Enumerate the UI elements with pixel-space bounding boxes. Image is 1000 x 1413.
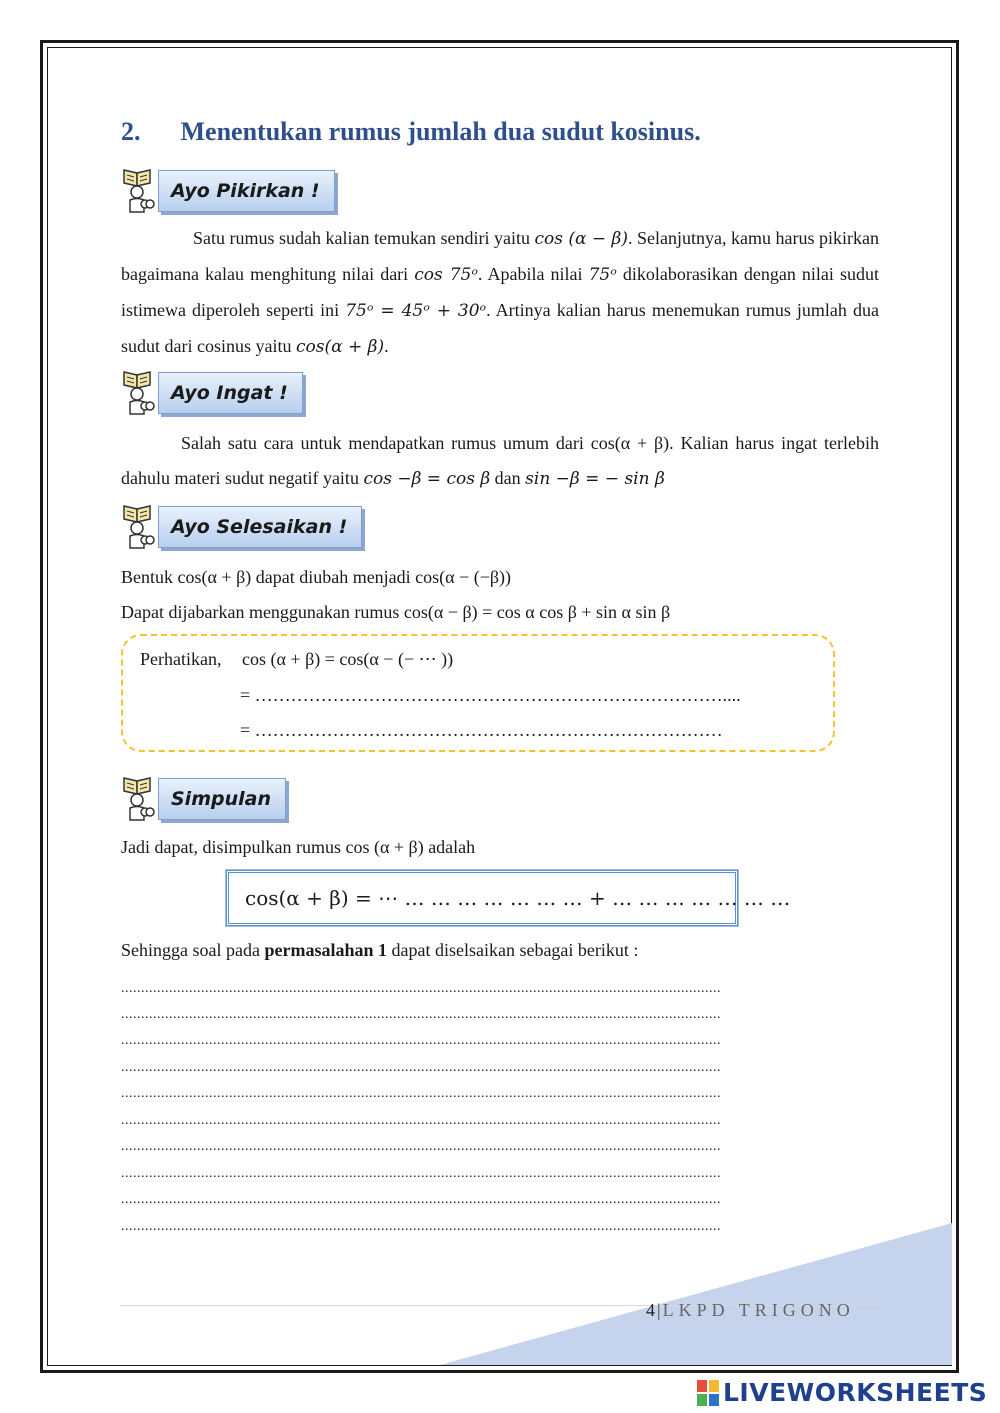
section-number: 2. (121, 117, 141, 146)
badge-simpulan (121, 774, 286, 824)
footer-separator: | (657, 1300, 661, 1320)
answer-line-7[interactable]: ...................................................................................................................................................... (121, 1141, 721, 1153)
page-footer (646, 1300, 855, 1321)
badge-ayo-selesaikan (121, 502, 362, 552)
liveworksheets-logo-icon (697, 1380, 719, 1406)
badge-ayo-ingat (121, 368, 303, 418)
reader-icon (121, 166, 155, 216)
watermark-text: LIVEWORKSHEETS (723, 1378, 988, 1407)
answer-line-4[interactable]: ...................................................................................................................................................... (121, 1062, 721, 1074)
working-eq-2: = …………………………………………………………………….... (240, 685, 741, 705)
working-eq-1: cos (α + β) = cos(α − (− ⋯ )) (242, 649, 454, 669)
working-eq-3: = …………………………………………………………………… (240, 720, 723, 740)
answer-line-10[interactable]: ...................................................................................................................................................... (121, 1221, 721, 1233)
page-number: 4 (646, 1300, 655, 1320)
selesaikan-line-2: Dapat dijabarkan menggunakan rumus cos(α − β) = cos α cos β + sin α sin β (121, 602, 671, 622)
paragraph-ingat: Salah satu cara untuk mendapatkan rumus umum dari cos(α + β). Kalian harus ingat terlebih dahulu materi sudut negatif yaitu cos −β = cos β dan sin −β = − sin β (121, 433, 879, 489)
reader-icon (121, 502, 155, 552)
corner-decoration (440, 1223, 952, 1365)
conclusion-formula-box (226, 870, 791, 926)
answer-line-6[interactable]: ...................................................................................................................................................... (121, 1115, 721, 1127)
closing-bold: permasalahan 1 (264, 940, 387, 960)
section-heading (121, 117, 701, 147)
answer-line-2[interactable]: ...................................................................................................................................................... (121, 1009, 721, 1021)
badge-label: Ayo Selesaikan ! (158, 506, 362, 548)
badge-label: Ayo Ingat ! (158, 372, 303, 414)
section-title: Menentukan rumus jumlah dua sudut kosinus. (180, 117, 701, 146)
answer-line-3[interactable]: ...................................................................................................................................................... (121, 1035, 721, 1047)
closing-text: Sehingga soal pada permasalahan 1 dapat diselsaikan sebagai berikut : (121, 940, 639, 960)
reader-icon (121, 368, 155, 418)
badge-label: Simpulan (158, 778, 286, 820)
selesaikan-line-1: Bentuk cos(α + β) dapat diubah menjadi cos(α − (−β)) (121, 567, 512, 587)
badge-ayo-pikirkan (121, 166, 335, 216)
answer-line-1[interactable]: ...................................................................................................................................................... (121, 983, 721, 995)
working-label: Perhatikan, (140, 649, 222, 669)
answer-line-8[interactable]: ...................................................................................................................................................... (121, 1168, 721, 1180)
answer-line-9[interactable]: ...................................................................................................................................................... (121, 1194, 721, 1206)
simpulan-text: Jadi dapat, disimpulkan rumus cos (α + β) adalah (121, 837, 476, 857)
watermark (697, 1378, 987, 1407)
badge-label: Ayo Pikirkan ! (158, 170, 335, 212)
answer-line-5[interactable]: ...................................................................................................................................................... (121, 1088, 721, 1100)
reader-icon (121, 774, 155, 824)
footer-title: LKPD TRIGONO (662, 1300, 855, 1320)
paragraph-pikirkan: Satu rumus sudah kalian temukan sendiri yaitu cos (α − β). Selanjutnya, kamu harus pikirkan bagaimana kalau menghitung nilai dari cos 75ᵒ. Apabila nilai 75ᵒ dikolaborasikan dengan nilai sudut istimewa diperoleh seperti ini 75ᵒ = 45ᵒ + 30ᵒ. Artinya kalian harus menemukan rumus jumlah dua sudut dari cosinus yaitu cos(α + β). (121, 228, 879, 357)
conclusion-formula: cos(α + β) = ⋯ … … … … … … … + … … … … … … … (245, 886, 791, 910)
